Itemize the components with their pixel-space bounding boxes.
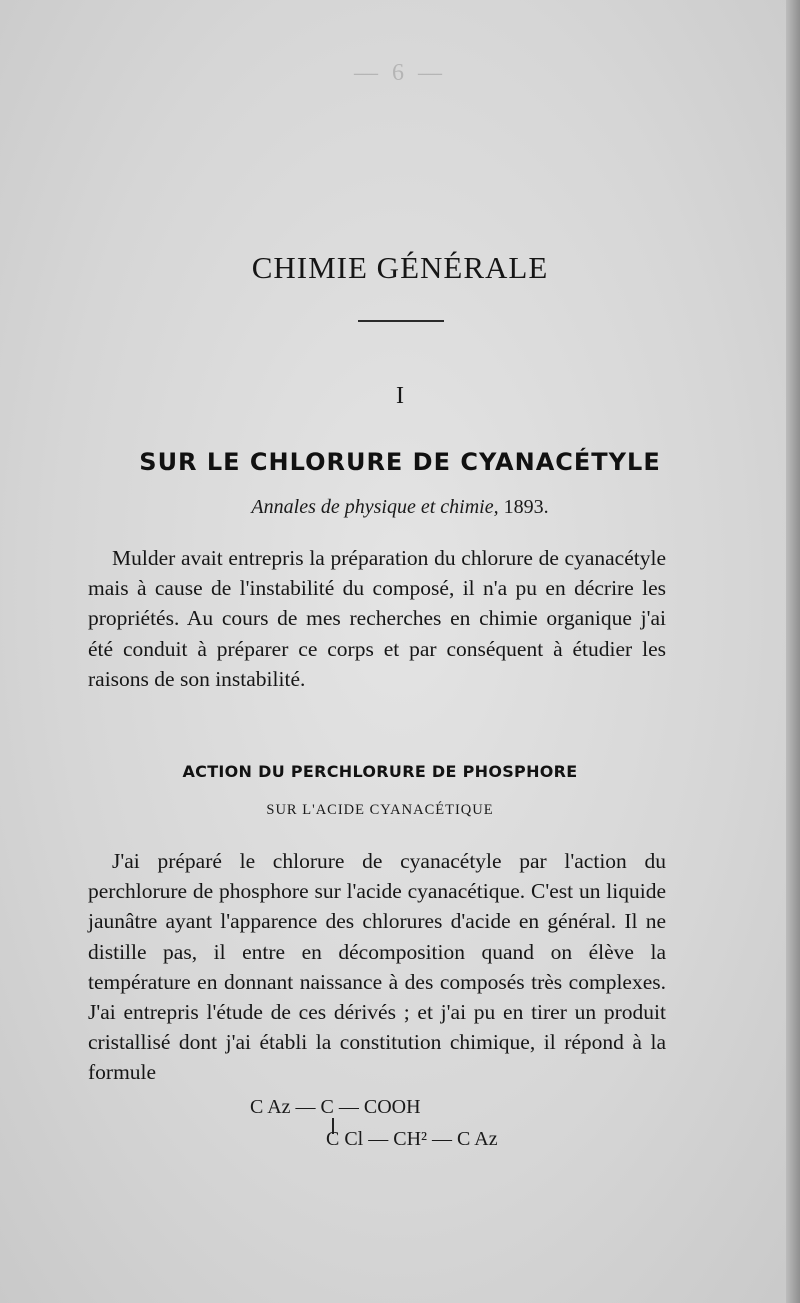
chemical-formula-line-2: C Cl — CH² — C Az [326, 1128, 498, 1150]
heading-divider [358, 320, 444, 322]
article-title: SUR LE CHLORURE DE CYANACÉTYLE [139, 448, 661, 476]
source-year: 1893. [503, 496, 549, 518]
section-subheading: ACTION DU PERCHLORURE DE PHOSPHORE [182, 762, 578, 781]
page-gutter-shadow [786, 0, 800, 1303]
chapter-heading: CHIMIE GÉNÉRALE [251, 250, 549, 285]
paragraph-intro [88, 543, 666, 694]
paragraph-body [88, 846, 666, 1088]
section-subheading-secondary: SUR L'ACIDE CYANACÉTIQUE [266, 802, 494, 818]
paragraph-intro-text: Mulder avait entrepris la préparation du chlorure de cyanacétyle mais à cause de l'instabilité du composé, il n'a pu en décrire les propriétés. Au cours de mes recherches en chimie organique j'ai été conduit à préparer ce corps et par conséquent à étudier les raisons de son instabilité. [88, 546, 666, 691]
chemical-formula-line-1: C Az — C — COOH [250, 1096, 421, 1118]
paragraph-body-text: J'ai préparé le chlorure de cyanacétyle par l'action du perchlorure de phosphore sur l'acide cyanacétique. C'est un liquide jaunâtre ayant l'apparence des chlorures d'acide en général. Il ne distille pas, il entre en décomposition quand on élève la température en donnant naissance à des composés très complexes. J'ai entrepris l'étude de ces dérivés ; et j'ai pu en tirer un produit cristallisé dont j'ai établi la constitution chimique, il répond à la formule [88, 849, 666, 1085]
source-journal: Annales de physique et chimie, [251, 496, 499, 518]
source-citation [0, 496, 800, 519]
section-numeral: I [396, 383, 404, 409]
page-folio: — 6 — [354, 60, 446, 86]
